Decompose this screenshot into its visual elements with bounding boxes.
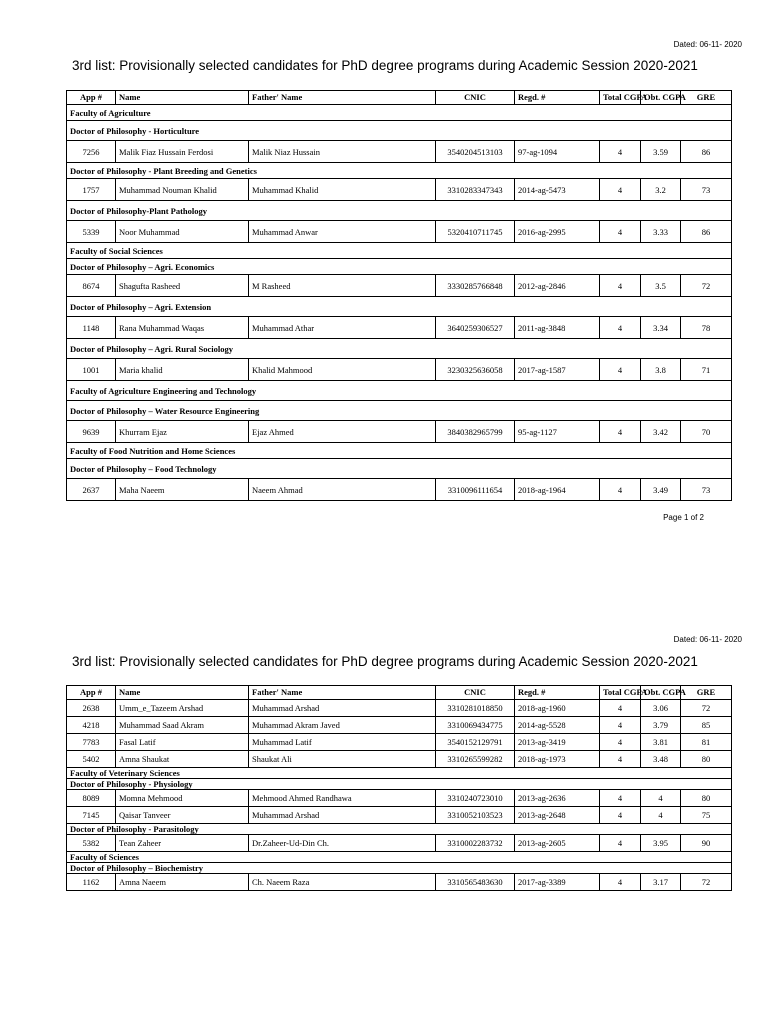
- header-gre: GRE: [681, 91, 732, 105]
- cell-father-name: Ch. Naeem Raza: [249, 874, 436, 891]
- cell-gre: 80: [681, 751, 732, 768]
- date-stamp: Dated: 06-11- 2020: [673, 635, 742, 644]
- table-row: [67, 717, 732, 734]
- cell-regd-number: 95-ag-1127: [515, 421, 600, 443]
- cell-name: Amna Shaukat: [116, 751, 249, 768]
- cell-cnic: 3310052103523: [436, 807, 515, 824]
- header-father-name: Father' Name: [249, 91, 436, 105]
- cell-cnic: 3310281018850: [436, 700, 515, 717]
- cell-regd-number: 2013-ag-2648: [515, 807, 600, 824]
- table-header-row: [67, 91, 732, 105]
- table-row: [67, 479, 732, 501]
- section-heading-row: [67, 259, 732, 275]
- cell-obt-cgpa: 3.95: [641, 835, 681, 852]
- candidates-table: [66, 685, 732, 891]
- cell-cnic: 3310265599282: [436, 751, 515, 768]
- cell-total-cgpa: 4: [600, 359, 641, 381]
- cell-name: Maria khalid: [116, 359, 249, 381]
- cell-cnic: 3310002283732: [436, 835, 515, 852]
- cell-app-number: 2638: [67, 700, 116, 717]
- section-heading: Doctor of Philosophy – Food Technology: [67, 459, 732, 479]
- header-gre: GRE: [681, 686, 732, 700]
- cell-cnic: 3540204513103: [436, 141, 515, 163]
- cell-gre: 72: [681, 700, 732, 717]
- cell-regd-number: 2014-ag-5528: [515, 717, 600, 734]
- section-heading-row: [67, 824, 732, 835]
- cell-gre: 72: [681, 275, 732, 297]
- header-name: Name: [116, 686, 249, 700]
- section-heading: Faculty of Sciences: [67, 852, 732, 863]
- cell-cnic: 3230325636058: [436, 359, 515, 381]
- table-body: [67, 105, 732, 501]
- cell-name: Muhammad Nouman Khalid: [116, 179, 249, 201]
- table-row: [67, 835, 732, 852]
- cell-obt-cgpa: 3.17: [641, 874, 681, 891]
- table-row: [67, 790, 732, 807]
- header-total-cgpa: Total CGPA: [600, 91, 641, 105]
- cell-father-name: Shaukat Ali: [249, 751, 436, 768]
- table-header-row: [67, 686, 732, 700]
- cell-father-name: Naeem Ahmad: [249, 479, 436, 501]
- section-heading: Doctor of Philosophy – Agri. Extension: [67, 297, 732, 317]
- cell-name: Umm_e_Tazeem Arshad: [116, 700, 249, 717]
- date-stamp: Dated: 06-11- 2020: [673, 40, 742, 49]
- cell-total-cgpa: 4: [600, 790, 641, 807]
- section-heading: Doctor of Philosophy – Biochemistry: [67, 863, 732, 874]
- cell-obt-cgpa: 3.34: [641, 317, 681, 339]
- section-heading-row: [67, 163, 732, 179]
- cell-app-number: 7145: [67, 807, 116, 824]
- section-heading-row: [67, 459, 732, 479]
- cell-total-cgpa: 4: [600, 179, 641, 201]
- cell-father-name: Muhammad Latif: [249, 734, 436, 751]
- cell-regd-number: 2017-ag-1587: [515, 359, 600, 381]
- cell-name: Muhammad Saad Akram: [116, 717, 249, 734]
- cell-app-number: 8089: [67, 790, 116, 807]
- table-row: [67, 221, 732, 243]
- list-title: 3rd list: Provisionally selected candidates for PhD degree programs during Academic Session 2020-2021: [72, 58, 698, 73]
- cell-app-number: 5382: [67, 835, 116, 852]
- cell-obt-cgpa: 3.59: [641, 141, 681, 163]
- table-row: [67, 141, 732, 163]
- section-heading: Faculty of Social Sciences: [67, 243, 732, 259]
- cell-name: Fasal Latif: [116, 734, 249, 751]
- table-row: [67, 751, 732, 768]
- cell-app-number: 1162: [67, 874, 116, 891]
- cell-name: Momna Mehmood: [116, 790, 249, 807]
- cell-total-cgpa: 4: [600, 141, 641, 163]
- table-row: [67, 700, 732, 717]
- cell-father-name: Muhammad Akram Javed: [249, 717, 436, 734]
- cell-cnic: 3310565483630: [436, 874, 515, 891]
- cell-father-name: Muhammad Khalid: [249, 179, 436, 201]
- cell-name: Amna Naeem: [116, 874, 249, 891]
- cell-father-name: Khalid Mahmood: [249, 359, 436, 381]
- cell-obt-cgpa: 3.49: [641, 479, 681, 501]
- header-father-name: Father' Name: [249, 686, 436, 700]
- table-row: [67, 317, 732, 339]
- header-cnic: CNIC: [436, 91, 515, 105]
- cell-total-cgpa: 4: [600, 734, 641, 751]
- section-heading-row: [67, 297, 732, 317]
- cell-app-number: 7783: [67, 734, 116, 751]
- cell-father-name: Muhammad Arshad: [249, 700, 436, 717]
- section-heading-row: [67, 779, 732, 790]
- cell-name: Maha Naeem: [116, 479, 249, 501]
- cell-gre: 75: [681, 807, 732, 824]
- cell-father-name: Muhammad Anwar: [249, 221, 436, 243]
- cell-app-number: 2637: [67, 479, 116, 501]
- section-heading: Doctor of Philosophy – Agri. Economics: [67, 259, 732, 275]
- cell-obt-cgpa: 3.48: [641, 751, 681, 768]
- cell-obt-cgpa: 3.2: [641, 179, 681, 201]
- cell-app-number: 5339: [67, 221, 116, 243]
- cell-total-cgpa: 4: [600, 221, 641, 243]
- section-heading-row: [67, 401, 732, 421]
- cell-app-number: 8674: [67, 275, 116, 297]
- cell-obt-cgpa: 3.79: [641, 717, 681, 734]
- cell-app-number: 1148: [67, 317, 116, 339]
- cell-regd-number: 2013-ag-2636: [515, 790, 600, 807]
- candidates-table: [66, 90, 732, 501]
- cell-total-cgpa: 4: [600, 807, 641, 824]
- section-heading-row: [67, 105, 732, 121]
- header-app-number: App #: [67, 91, 116, 105]
- cell-regd-number: 2012-ag-2846: [515, 275, 600, 297]
- cell-cnic: 3310240723010: [436, 790, 515, 807]
- cell-gre: 81: [681, 734, 732, 751]
- cell-app-number: 4218: [67, 717, 116, 734]
- table-row: [67, 874, 732, 891]
- cell-cnic: 3840382965799: [436, 421, 515, 443]
- cell-obt-cgpa: 3.06: [641, 700, 681, 717]
- cell-cnic: 3310283347343: [436, 179, 515, 201]
- cell-gre: 73: [681, 479, 732, 501]
- cell-name: Qaisar Tanveer: [116, 807, 249, 824]
- cell-total-cgpa: 4: [600, 700, 641, 717]
- cell-gre: 73: [681, 179, 732, 201]
- table-row: [67, 275, 732, 297]
- section-heading-row: [67, 852, 732, 863]
- section-heading: Doctor of Philosophy - Parasitology: [67, 824, 732, 835]
- section-heading-row: [67, 443, 732, 459]
- cell-gre: 78: [681, 317, 732, 339]
- section-heading-row: [67, 339, 732, 359]
- cell-name: Shagufta Rasheed: [116, 275, 249, 297]
- cell-cnic: 3310069434775: [436, 717, 515, 734]
- cell-obt-cgpa: 3.33: [641, 221, 681, 243]
- cell-father-name: Muhammad Athar: [249, 317, 436, 339]
- cell-regd-number: 97-ag-1094: [515, 141, 600, 163]
- cell-father-name: Malik Niaz Hussain: [249, 141, 436, 163]
- section-heading: Faculty of Food Nutrition and Home Sciences: [67, 443, 732, 459]
- cell-total-cgpa: 4: [600, 275, 641, 297]
- section-heading: Doctor of Philosophy - Horticulture: [67, 121, 732, 141]
- header-total-cgpa: Total CGPA: [600, 686, 641, 700]
- cell-total-cgpa: 4: [600, 751, 641, 768]
- cell-gre: 70: [681, 421, 732, 443]
- cell-regd-number: 2016-ag-2995: [515, 221, 600, 243]
- cell-total-cgpa: 4: [600, 835, 641, 852]
- section-heading: Faculty of Agriculture: [67, 105, 732, 121]
- cell-regd-number: 2013-ag-3419: [515, 734, 600, 751]
- cell-obt-cgpa: 3.42: [641, 421, 681, 443]
- cell-app-number: 5402: [67, 751, 116, 768]
- cell-father-name: Mehmood Ahmed Randhawa: [249, 790, 436, 807]
- cell-obt-cgpa: 4: [641, 790, 681, 807]
- header-obt-cgpa: Obt. CGPA: [641, 91, 681, 105]
- cell-app-number: 1757: [67, 179, 116, 201]
- cell-app-number: 9639: [67, 421, 116, 443]
- page-number: Page 1 of 2: [663, 513, 704, 522]
- header-obt-cgpa: Obt. CGPA: [641, 686, 681, 700]
- section-heading-row: [67, 243, 732, 259]
- cell-father-name: Muhammad Arshad: [249, 807, 436, 824]
- cell-regd-number: 2018-ag-1973: [515, 751, 600, 768]
- cell-regd-number: 2014-ag-5473: [515, 179, 600, 201]
- cell-name: Noor Muhammad: [116, 221, 249, 243]
- cell-obt-cgpa: 3.5: [641, 275, 681, 297]
- table-row: [67, 734, 732, 751]
- header-app-number: App #: [67, 686, 116, 700]
- cell-obt-cgpa: 4: [641, 807, 681, 824]
- section-heading: Doctor of Philosophy - Plant Breeding and Genetics: [67, 163, 732, 179]
- cell-gre: 80: [681, 790, 732, 807]
- cell-total-cgpa: 4: [600, 874, 641, 891]
- cell-cnic: 3540152129791: [436, 734, 515, 751]
- section-heading-row: [67, 121, 732, 141]
- cell-father-name: M Rasheed: [249, 275, 436, 297]
- cell-obt-cgpa: 3.8: [641, 359, 681, 381]
- cell-obt-cgpa: 3.81: [641, 734, 681, 751]
- header-cnic: CNIC: [436, 686, 515, 700]
- section-heading: Doctor of Philosophy-Plant Pathology: [67, 201, 732, 221]
- cell-gre: 71: [681, 359, 732, 381]
- list-title: 3rd list: Provisionally selected candidates for PhD degree programs during Academic Session 2020-2021: [72, 654, 698, 669]
- cell-total-cgpa: 4: [600, 317, 641, 339]
- cell-gre: 85: [681, 717, 732, 734]
- cell-gre: 86: [681, 221, 732, 243]
- table-row: [67, 179, 732, 201]
- section-heading: Faculty of Agriculture Engineering and Technology: [67, 381, 732, 401]
- cell-gre: 86: [681, 141, 732, 163]
- cell-name: Tean Zaheer: [116, 835, 249, 852]
- section-heading-row: [67, 768, 732, 779]
- table-row: [67, 359, 732, 381]
- cell-father-name: Dr.Zaheer-Ud-Din Ch.: [249, 835, 436, 852]
- cell-app-number: 7256: [67, 141, 116, 163]
- cell-app-number: 1001: [67, 359, 116, 381]
- section-heading-row: [67, 381, 732, 401]
- header-name: Name: [116, 91, 249, 105]
- section-heading: Doctor of Philosophy - Physiology: [67, 779, 732, 790]
- table-row: [67, 421, 732, 443]
- cell-cnic: 5320410711745: [436, 221, 515, 243]
- cell-father-name: Ejaz Ahmed: [249, 421, 436, 443]
- cell-name: Malik Fiaz Hussain Ferdosi: [116, 141, 249, 163]
- cell-regd-number: 2017-ag-3389: [515, 874, 600, 891]
- cell-total-cgpa: 4: [600, 717, 641, 734]
- cell-name: Khurram Ejaz: [116, 421, 249, 443]
- cell-total-cgpa: 4: [600, 421, 641, 443]
- cell-total-cgpa: 4: [600, 479, 641, 501]
- section-heading-row: [67, 201, 732, 221]
- cell-cnic: 3310096111654: [436, 479, 515, 501]
- cell-regd-number: 2018-ag-1960: [515, 700, 600, 717]
- cell-gre: 90: [681, 835, 732, 852]
- header-regd-number: Regd. #: [515, 91, 600, 105]
- cell-regd-number: 2011-ag-3848: [515, 317, 600, 339]
- cell-name: Rana Muhammad Waqas: [116, 317, 249, 339]
- section-heading: Doctor of Philosophy – Water Resource Engineering: [67, 401, 732, 421]
- section-heading: Faculty of Veterinary Sciences: [67, 768, 732, 779]
- cell-regd-number: 2013-ag-2605: [515, 835, 600, 852]
- section-heading-row: [67, 863, 732, 874]
- section-heading: Doctor of Philosophy – Agri. Rural Sociology: [67, 339, 732, 359]
- table-row: [67, 807, 732, 824]
- cell-gre: 72: [681, 874, 732, 891]
- cell-cnic: 3330285766848: [436, 275, 515, 297]
- cell-cnic: 3640259306527: [436, 317, 515, 339]
- table-body: [67, 700, 732, 891]
- header-regd-number: Regd. #: [515, 686, 600, 700]
- cell-regd-number: 2018-ag-1964: [515, 479, 600, 501]
